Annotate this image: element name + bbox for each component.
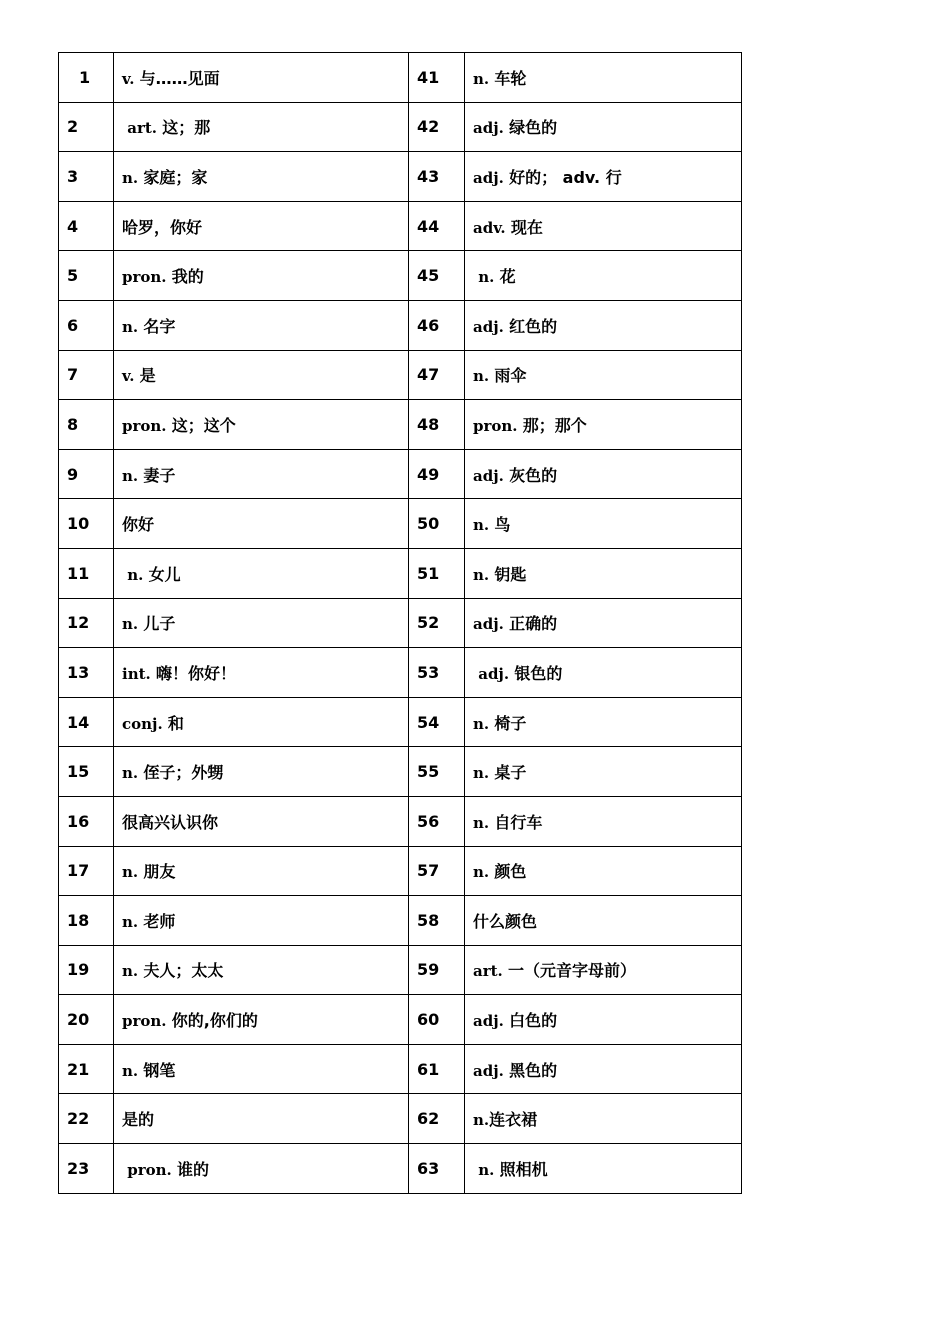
entry-number-left [59,1044,114,1094]
table-row [59,152,742,202]
entry-number: 10 [67,514,90,534]
part-of-speech: art. [122,119,163,138]
entry-number-right [409,1144,465,1194]
chinese-meaning: 侄子；外甥 [143,763,224,783]
entry-definition-left [114,995,409,1045]
entry-number: 43 [417,166,440,186]
table-row [59,995,742,1045]
chinese-meaning: 颜色 [494,862,527,882]
part-of-speech: pron. [122,1160,177,1179]
table-row [59,300,742,350]
entry-number-right [409,846,465,896]
entry-number: 62 [417,1109,440,1129]
chinese-meaning: 连衣裙 [489,1110,538,1130]
entry-number: 16 [67,811,90,831]
entry-number-left [59,846,114,896]
part-of-speech: n. [473,367,495,386]
entry-definition-right [465,1044,742,1094]
entry-definition-left [114,945,409,995]
part-of-speech: n. [122,168,144,187]
part-of-speech: n. [122,912,144,931]
part-of-speech: n. [473,764,495,783]
entry-definition-right [465,648,742,698]
entry-number-right [409,300,465,350]
entry-number-right [409,449,465,499]
table-row [59,1044,742,1094]
part-of-speech: n. [122,466,144,485]
entry-number-left [59,1144,114,1194]
entry-definition-right [465,300,742,350]
entry-number: 60 [417,1010,440,1030]
entry-definition-left [114,201,409,251]
entry-number: 63 [417,1158,440,1178]
part-of-speech: pron. [473,416,523,435]
table-row [59,201,742,251]
entry-definition-right [465,896,742,946]
chinese-meaning: 照相机 [499,1159,548,1179]
chinese-meaning: 与……见面 [139,68,220,88]
chinese-meaning: 红色的 [509,316,558,336]
entry-number-right [409,697,465,747]
part-of-speech: n. [122,764,144,783]
chinese-meaning: 雨伞 [494,366,527,386]
entry-number: 11 [67,563,90,583]
chinese-meaning: 白色的 [509,1011,558,1031]
entry-definition-left [114,499,409,549]
entry-definition-left [114,598,409,648]
chinese-meaning: 钥匙 [494,564,527,584]
table-row [59,697,742,747]
entry-number-left [59,201,114,251]
entry-number-left [59,350,114,400]
chinese-meaning: 很高兴认识你 [122,812,219,832]
entry-definition-right [465,449,742,499]
chinese-meaning: 夫人；太太 [143,961,224,981]
entry-definition-left [114,1144,409,1194]
entry-number-right [409,1044,465,1094]
entry-definition-right [465,201,742,251]
entry-definition-left [114,152,409,202]
entry-number-right [409,400,465,450]
entry-definition-right [465,53,742,103]
entry-number-right [409,53,465,103]
chinese-meaning: 银色的 [514,663,563,683]
entry-number: 44 [417,216,440,236]
entry-number: 1 [79,67,91,87]
chinese-meaning: 和 [167,713,184,733]
entry-number-left [59,896,114,946]
chinese-meaning: 自行车 [494,812,543,832]
chinese-meaning: 这；这个 [171,415,236,435]
entry-number: 22 [67,1109,90,1129]
part-of-speech: n. [473,565,495,584]
entry-number-right [409,201,465,251]
part-of-speech: art. [473,962,508,981]
entry-definition-right [465,697,742,747]
entry-number-left [59,995,114,1045]
entry-number-left [59,53,114,103]
part-of-speech: v. [122,367,140,386]
part-of-speech: adj. [473,119,510,138]
part-of-speech: n. [122,863,144,882]
vocabulary-table [58,52,742,1194]
entry-number-left [59,548,114,598]
chinese-meaning: 鸟 [494,515,511,535]
entry-number-left [59,1094,114,1144]
entry-number: 12 [67,613,90,633]
entry-definition-left [114,796,409,846]
entry-definition-left [114,896,409,946]
entry-number-left [59,648,114,698]
entry-number-left [59,697,114,747]
entry-definition-right [465,499,742,549]
table-row [59,846,742,896]
chinese-meaning: 哈罗，你好 [122,217,203,237]
entry-number: 49 [417,464,440,484]
chinese-meaning: 老师 [143,911,176,931]
entry-number: 59 [417,960,440,980]
entry-number: 51 [417,563,440,583]
chinese-meaning: 灰色的 [509,465,558,485]
table-row [59,102,742,152]
entry-definition-left [114,1044,409,1094]
entry-definition-left [114,251,409,301]
entry-number-left [59,747,114,797]
entry-number-left [59,449,114,499]
part-of-speech: n. [473,268,500,287]
part-of-speech: n. [122,962,144,981]
entry-definition-left [114,102,409,152]
table-row [59,796,742,846]
table-row [59,1144,742,1194]
entry-number: 57 [417,861,440,881]
chinese-meaning: 我的 [171,267,204,287]
chinese-meaning: 女儿 [148,564,181,584]
entry-number-left [59,499,114,549]
part-of-speech: adj. [473,317,510,336]
entry-definition-right [465,846,742,896]
part-of-speech: adj. [473,615,510,634]
part-of-speech: adj. [473,466,510,485]
table-row [59,945,742,995]
table-row [59,747,742,797]
part-of-speech: n. [473,813,495,832]
part-of-speech: n. [122,1061,144,1080]
entry-definition-right [465,102,742,152]
table-row [59,499,742,549]
chinese-meaning: 嗨！你好！ [155,663,236,683]
part-of-speech: adj. [473,1012,510,1031]
part-of-speech: pron. [122,268,172,287]
entry-definition-left [114,697,409,747]
entry-number: 42 [417,117,440,137]
entry-number-right [409,499,465,549]
entry-number: 53 [417,662,440,682]
entry-number-right [409,350,465,400]
entry-definition-left [114,53,409,103]
chinese-meaning: 椅子 [494,713,527,733]
chinese-meaning: 这；那 [162,118,211,138]
entry-number: 19 [67,960,90,980]
chinese-meaning: 那；那个 [522,415,587,435]
part-of-speech: n. [473,714,495,733]
part-of-speech: n. [473,863,495,882]
entry-number: 20 [67,1010,90,1030]
part-of-speech: n. [473,69,495,88]
chinese-meaning: 桌子 [494,763,527,783]
entry-number: 48 [417,414,440,434]
entry-number: 4 [67,216,79,236]
entry-definition-left [114,1094,409,1144]
part-of-speech: v. [122,69,140,88]
part-of-speech: conj. [122,714,168,733]
entry-number: 23 [67,1158,90,1178]
entry-number-left [59,251,114,301]
entry-definition-left [114,648,409,698]
table-row [59,400,742,450]
entry-number: 41 [417,67,440,87]
entry-number: 50 [417,514,440,534]
table-row [59,896,742,946]
table-row [59,1094,742,1144]
entry-definition-right [465,796,742,846]
entry-number-right [409,548,465,598]
chinese-meaning: 现在 [510,217,543,237]
entry-number: 13 [67,662,90,682]
entry-number-left [59,796,114,846]
chinese-meaning: 你的,你们的 [171,1011,258,1031]
entry-number: 14 [67,712,90,732]
part-of-speech: n. [473,1160,500,1179]
vocabulary-table-body [59,53,742,1194]
entry-number-right [409,945,465,995]
entry-definition-right [465,400,742,450]
entry-number: 21 [67,1059,90,1079]
part-of-speech: adj. [473,1061,510,1080]
chinese-meaning: 谁的 [176,1159,209,1179]
chinese-meaning: 家庭；家 [143,167,208,187]
table-row [59,598,742,648]
chinese-meaning: 妻子 [143,465,176,485]
entry-definition-left [114,548,409,598]
chinese-meaning: 一（元音字母前） [508,961,637,981]
chinese-meaning: 黑色的 [509,1060,558,1080]
entry-number: 58 [417,910,440,930]
chinese-meaning: 儿子 [143,614,176,634]
entry-number: 61 [417,1059,440,1079]
entry-definition-left [114,350,409,400]
entry-definition-right [465,945,742,995]
part-of-speech: n. [473,1111,490,1130]
part-of-speech: n. [473,516,495,535]
chinese-meaning: 是 [139,366,156,386]
entry-number: 56 [417,811,440,831]
entry-number: 46 [417,315,440,335]
part-of-speech: pron. [122,416,172,435]
table-row [59,350,742,400]
chinese-meaning: 名字 [143,316,176,336]
chinese-meaning: 正确的 [509,614,558,634]
entry-number: 47 [417,365,440,385]
entry-number-left [59,152,114,202]
entry-number-left [59,945,114,995]
entry-number-right [409,796,465,846]
table-row [59,449,742,499]
entry-definition-right [465,1144,742,1194]
chinese-meaning: 好的； adv. 行 [509,167,622,187]
entry-number-right [409,747,465,797]
entry-definition-left [114,747,409,797]
entry-number: 18 [67,910,90,930]
chinese-meaning: 你好 [122,515,155,535]
chinese-meaning: 朋友 [143,862,176,882]
entry-number-left [59,400,114,450]
entry-number: 45 [417,266,440,286]
entry-number: 9 [67,464,79,484]
entry-number-right [409,102,465,152]
entry-number-left [59,598,114,648]
entry-number-right [409,648,465,698]
entry-number-left [59,300,114,350]
entry-number: 5 [67,266,79,286]
chinese-meaning: 钢笔 [143,1060,176,1080]
chinese-meaning: 什么颜色 [473,911,538,931]
part-of-speech: n. [122,615,144,634]
entry-definition-right [465,598,742,648]
entry-number-right [409,896,465,946]
entry-number-right [409,995,465,1045]
entry-number: 15 [67,762,90,782]
table-row [59,648,742,698]
table-row [59,53,742,103]
part-of-speech: n. [122,565,149,584]
chinese-meaning: 花 [499,267,516,287]
chinese-meaning: 是的 [122,1110,155,1130]
entry-number-right [409,251,465,301]
entry-number: 52 [417,613,440,633]
entry-definition-right [465,251,742,301]
entry-definition-right [465,995,742,1045]
entry-number: 54 [417,712,440,732]
entry-definition-right [465,548,742,598]
table-row [59,251,742,301]
entry-number-right [409,152,465,202]
entry-definition-left [114,846,409,896]
entry-number: 17 [67,861,90,881]
part-of-speech: adj. [473,664,515,683]
part-of-speech: adv. [473,218,511,237]
entry-definition-left [114,300,409,350]
entry-number: 6 [67,315,79,335]
entry-number: 55 [417,762,440,782]
entry-number: 7 [67,365,79,385]
table-row [59,548,742,598]
chinese-meaning: 车轮 [494,68,527,88]
part-of-speech: n. [122,317,144,336]
entry-definition-right [465,1094,742,1144]
entry-definition-left [114,449,409,499]
chinese-meaning: 绿色的 [509,118,558,138]
entry-number: 8 [67,414,79,434]
entry-definition-right [465,350,742,400]
entry-definition-right [465,747,742,797]
part-of-speech: int. [122,664,156,683]
entry-number: 2 [67,117,79,137]
entry-definition-left [114,400,409,450]
entry-definition-right [465,152,742,202]
part-of-speech: pron. [122,1012,172,1031]
entry-number-right [409,1094,465,1144]
entry-number-left [59,102,114,152]
entry-number-right [409,598,465,648]
part-of-speech: adj. [473,168,510,187]
entry-number: 3 [67,166,79,186]
